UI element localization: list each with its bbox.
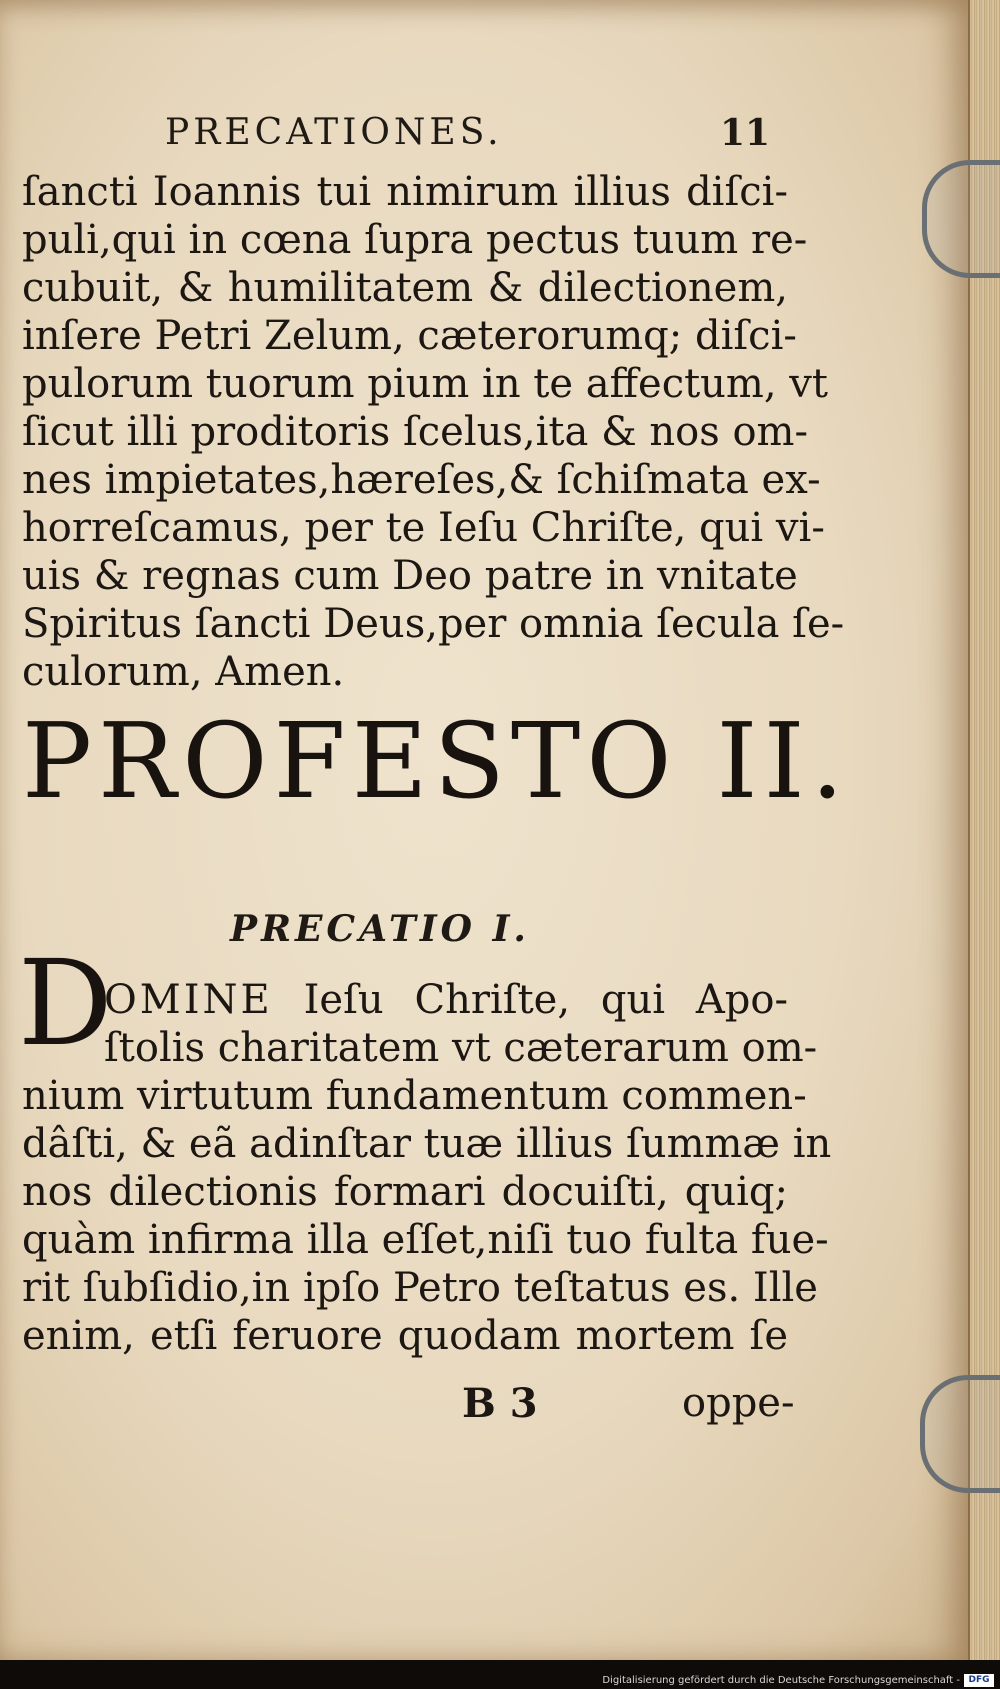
footer-bar	[0, 1672, 1000, 1689]
catchword: oppe-	[682, 1380, 795, 1426]
text-line: nos dilectionis formari docuiſti, quiq;	[22, 1169, 788, 1215]
text-line: Spiritus ſancti Deus,per omnia ſecula ſe-	[22, 601, 845, 647]
text-line: dâſti, & eã adinſtar tuæ illius ſummæ in	[22, 1121, 832, 1167]
signature-mark: B 3	[462, 1380, 538, 1427]
text-line: ſancti Ioannis tui nimirum illius diſci-	[22, 169, 788, 215]
dfg-logo: DFG	[964, 1674, 994, 1687]
text-line: enim, etſi feruore quodam mortem ſe	[22, 1313, 788, 1359]
opening-word: OMINE	[104, 977, 273, 1023]
text-line: ſicut illi proditoris ſcelus,ita & nos om-	[22, 409, 808, 455]
text-line: nium virtutum fundamentum commen-	[22, 1073, 807, 1119]
drop-cap: D	[18, 934, 113, 1072]
text-line: cubuit, & humilitatem & dilectionem,	[22, 265, 788, 311]
prayer-subtitle: PRECATIO I.	[230, 908, 530, 950]
section-title: PROFESTO II.	[22, 700, 850, 822]
text-line: nes impietates,hæreſes,& ſchiſmata ex-	[22, 457, 821, 503]
text-line: horreſcamus, per te Ieſu Chriſte, qui vi-	[22, 505, 825, 551]
opening-line-rest: Ieſu Chriſte, qui Apo-	[303, 977, 788, 1023]
text-line: uis & regnas cum Deo patre in vnitate	[22, 553, 798, 599]
page-number: 11	[720, 112, 771, 154]
clasp-bottom-icon	[920, 1375, 1000, 1493]
text-line-first	[104, 976, 788, 1024]
text-line: pulorum tuorum pium in te affectum, vt	[22, 361, 828, 407]
clasp-top-icon	[922, 160, 1000, 278]
text-line: rit ſubſidio,in ipſo Petro teſtatus es. Ille	[22, 1265, 818, 1311]
text-line: inſere Petri Zelum, cæterorumq; diſci-	[22, 313, 797, 359]
text-line: puli,qui in cœna ſupra pectus tuum re-	[22, 217, 808, 263]
digitization-credit: Digitalisierung gefördert durch die Deutsche Forschungsgemeinschaft -	[602, 1675, 960, 1686]
text-line: quàm infirma illa eſſet,niſi tuo fulta fue-	[22, 1217, 829, 1263]
text-line: ſtolis charitatem vt cæterarum om-	[104, 1025, 818, 1071]
text-line: culorum, Amen.	[22, 649, 345, 695]
running-head: PRECATIONES.	[165, 112, 503, 153]
